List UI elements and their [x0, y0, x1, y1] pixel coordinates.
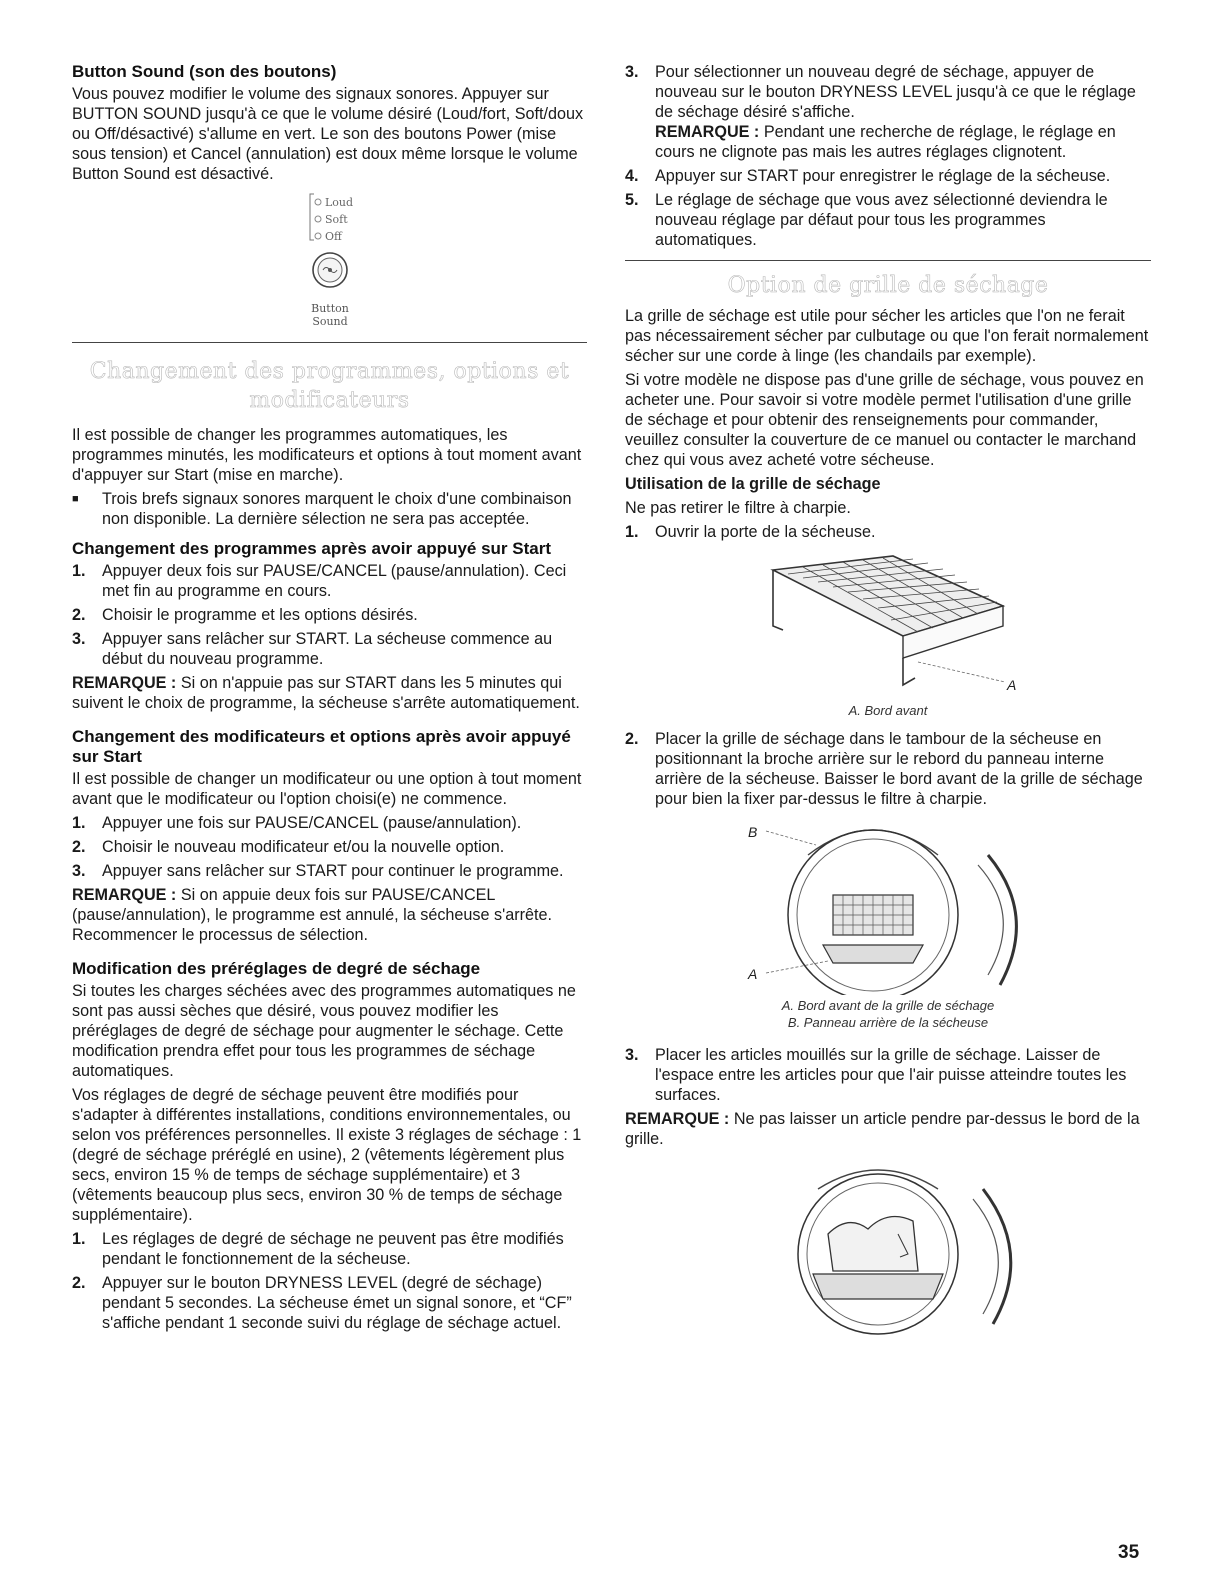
list-item: 2. Placer la grille de séchage dans le tambour de la sécheuse en positionnant la broche arrière sur le rebord du panneau interne arrière de la sécheuse. Baisser le bord avant de la grille de séchage pour bien la fixer par-dessus le filtre à charpie.: [625, 730, 1143, 808]
cycles-heading: Changement des programmes après avoir appuyé sur Start: [72, 539, 551, 558]
rack-note: REMARQUE : Ne pas laisser un article pendre par-dessus le bord de la grille.: [625, 1110, 1140, 1148]
modifiers-heading: Changement des modificateurs et options après avoir appuyé sur Start: [72, 727, 571, 766]
dryness-steps: [72, 1229, 587, 1333]
rack-p2: Si votre modèle ne dispose pas d'une grille de séchage, vous pouvez en acheter une. Pour savoir si votre modèle permet l'utilisation d'une grille de séchage et pour obtenir des renseignements pour commander, veuillez consulter la couverture de ce manuel ou contacter le marchand chez qui vous avez acheté votre sécheuse.: [625, 371, 1144, 469]
rack-p3: Ne pas retirer le filtre à charpie.: [625, 499, 851, 517]
drum-label-a: A: [748, 966, 758, 982]
modifiers-steps: [72, 813, 587, 881]
list-item: 5. Le réglage de séchage que vous avez sélectionné deviendra le nouveau réglage par défaut pour tous les programmes automatiques.: [625, 191, 1108, 249]
knob-label-2: Sound: [311, 315, 348, 328]
modifiers-note: REMARQUE : Si on appuie deux fois sur PAUSE/CANCEL (pause/annulation), le programme est annulé, la sécheuse s'arrête. Recommencer le processus de sélection.: [72, 886, 552, 944]
rack-in-drum-figure: [738, 815, 1038, 995]
bullet-item: ■ Trois brefs signaux sonores marquent le choix d'une combinaison non disponible. La dernière sélection ne sera pas acceptée.: [72, 490, 572, 528]
list-item: 3. Placer les articles mouillés sur la grille de séchage. Laisser de l'espace entre les articles pour que l'air puisse atteindre toutes les surfaces.: [625, 1046, 1127, 1104]
right-column: [625, 62, 1151, 1339]
drum-label-b: B: [748, 824, 758, 840]
rack-sub-heading: Utilisation de la grille de séchage: [625, 475, 881, 493]
square-bullet-icon: ■: [72, 493, 79, 505]
list-item: 2. Choisir le programme et les options désirés.: [72, 606, 418, 624]
list-item: 1. Ouvrir la porte de la sécheuse.: [625, 523, 876, 541]
level-soft: Soft: [324, 213, 348, 226]
list-item: 3. Appuyer sans relâcher sur START. La sécheuse commence au début du nouveau programme.: [72, 630, 553, 668]
cycles-steps: [72, 561, 587, 669]
section-divider: [625, 260, 1151, 261]
button-sound-text: Vous pouvez modifier le volume des signaux sonores. Appuyer sur BUTTON SOUND jusqu'à ce que le volume désiré (Loud/fort, Soft/doux ou Off/désactivé) s'allume en vert. Le son des boutons Power (mise sous tension) et Cancel (annulation) est doux même lorsque le volume Button Sound est désactivé.: [72, 85, 584, 183]
section-divider: [72, 342, 587, 343]
list-item: 2. Appuyer sur le bouton DRYNESS LEVEL (degré de séchage) pendant 5 secondes. La sécheuse émet un signal sonore, et “CF” s'affiche pendant 1 seconde suivi du réglage de séchage actuel.: [72, 1274, 572, 1332]
level-led-icon: [315, 199, 321, 205]
list-item: 2. Choisir le nouveau modificateur et/ou la nouvelle option.: [72, 838, 505, 856]
list-item: 4. Appuyer sur START pour enregistrer le réglage de la sécheuse.: [625, 167, 1111, 185]
dryness-p1: Si toutes les charges séchées avec des programmes automatiques ne sont pas aussi sèches que désiré, vous pouvez modifier les préréglages de degré de séchage pour augmenter le séchage. Cette modification prendra effet pour tous les programmes de séchage automatiques.: [72, 982, 576, 1080]
list-item: 1. Les réglages de degré de séchage ne peuvent pas être modifiés pendant le fonctionnement de la sécheuse.: [72, 1230, 564, 1268]
dryness-p2: Vos réglages de degré de séchage peuvent être modifiés pour s'adapter à différentes installations, conditions environnementales, ou selon vos préférences personnelles. Il existe 3 réglages de séchage : 1 (degré de séchage préréglé en usine), 2 (vêtements légèrement plus secs, environ 15 % de temps de séchage supplémentaire) et 3 (vêtements beaucoup plus secs, environ 30 % de temps de séchage supplémentaire).: [72, 1086, 582, 1224]
sweater-icon: [828, 1217, 918, 1272]
clothes-on-rack-figure: [758, 1159, 1018, 1339]
dryness-heading: Modification des préréglages de degré de séchage: [72, 959, 481, 978]
intro-text: Il est possible de changer les programmes automatiques, les programmes minutés, les modificateurs et options à tout moment avant d'appuyer sur Start (mise en marche).: [72, 426, 582, 484]
fig1-caption: A. Bord avant: [848, 703, 928, 718]
button-sound-knob-icon: [313, 253, 347, 287]
button-sound-figure: [270, 188, 390, 330]
section-title-changement: Changement des programmes, options et modificateurs: [89, 359, 570, 413]
modifiers-text: Il est possible de changer un modificateur ou une option à tout moment avant que le modificateur ou l'option choisi(e) ne commence.: [72, 770, 582, 808]
rack-label-a: A: [1007, 677, 1017, 693]
level-led-icon: [315, 216, 321, 222]
list-item: 1. Appuyer une fois sur PAUSE/CANCEL (pause/annulation).: [72, 814, 522, 832]
list-item: 3. Pour sélectionner un nouveau degré de séchage, appuyer de nouveau sur le bouton DRYNESS LEVEL jusqu'à ce que le réglage de séchage désiré s'affiche. REMARQUE : Pendant une recherche de réglage, le réglage en cours ne clignote pas mais les autres réglages clignotent.: [625, 63, 1136, 161]
cycles-note: REMARQUE : Si on n'appuie pas sur START dans les 5 minutes qui suivent le choix de programme, la sécheuse s'arrête automatiquement.: [72, 674, 580, 712]
left-column: [72, 62, 587, 1337]
list-item: 1. Appuyer deux fois sur PAUSE/CANCEL (pause/annulation). Ceci met fin au programme en cours.: [72, 562, 567, 600]
level-off: Off: [324, 230, 342, 243]
knob-label-1: Button: [310, 302, 349, 315]
drying-rack-figure: [743, 550, 1033, 700]
page-number: 35: [1118, 1542, 1140, 1563]
level-led-icon: [315, 233, 321, 239]
section-title-grille: Option de grille de séchage: [727, 273, 1049, 298]
list-item: 3. Appuyer sans relâcher sur START pour continuer le programme.: [72, 862, 564, 880]
button-sound-heading: Button Sound (son des boutons): [72, 62, 337, 81]
rack-p1: La grille de séchage est utile pour sécher les articles que l'on ne ferait pas nécessairement sécher par culbutage ou que l'on ferait normalement sécher sur une corde à linge (les chandails par exemple).: [625, 307, 1149, 365]
fig2-caption: A. Bord avant de la grille de séchage B. Panneau arrière de la sécheuse: [781, 998, 995, 1030]
level-loud: Loud: [324, 196, 353, 209]
